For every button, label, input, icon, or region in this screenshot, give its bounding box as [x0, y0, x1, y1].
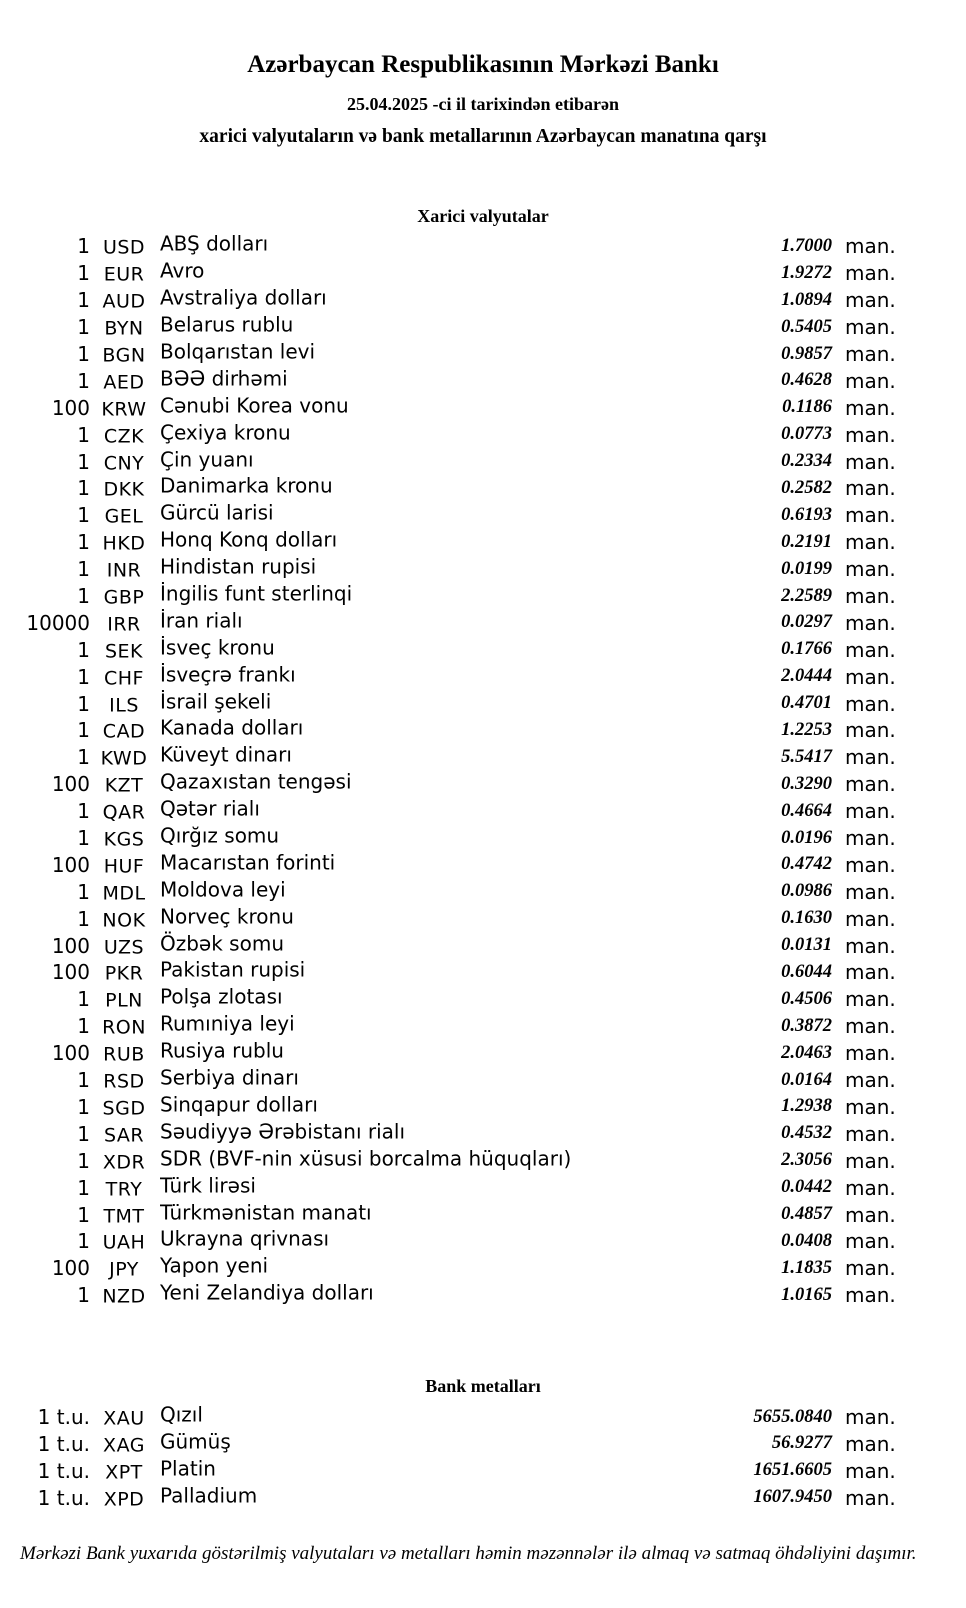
- unit-label-cell: man.: [845, 449, 896, 474]
- currency-name-cell: Palladium: [160, 1483, 258, 1508]
- unit-label-cell: man.: [845, 610, 896, 635]
- table-row: [0, 771, 966, 798]
- currency-code-cell: CHF: [104, 667, 144, 690]
- table-row: [0, 1282, 966, 1309]
- rate-value-cell: 1.1835: [781, 1257, 832, 1278]
- unit-label-cell: man.: [845, 503, 896, 528]
- quantity-cell: 100: [51, 933, 90, 958]
- currency-code-cell: GEL: [104, 505, 144, 528]
- rate-value-cell: 0.3872: [781, 1015, 832, 1036]
- quantity-cell: 1: [77, 1148, 90, 1173]
- quantity-cell: 1: [77, 1175, 90, 1200]
- currency-name-cell: Polşa zlotası: [160, 984, 283, 1009]
- rate-value-cell: 5655.0840: [753, 1406, 832, 1427]
- currency-name-cell: Özbək somu: [160, 931, 284, 956]
- table-row: [0, 609, 966, 636]
- currency-code-cell: NOK: [102, 909, 146, 932]
- currency-name-cell: İsveç kronu: [160, 635, 275, 660]
- rate-value-cell: 2.3056: [781, 1150, 832, 1171]
- rate-value-cell: 0.1630: [781, 908, 832, 929]
- unit-label-cell: man.: [845, 234, 896, 259]
- unit-label-cell: man.: [845, 1175, 896, 1200]
- unit-label-cell: man.: [845, 933, 896, 958]
- currency-code-cell: ILS: [109, 694, 139, 717]
- quantity-cell: 1: [77, 1202, 90, 1227]
- currency-name-cell: İngilis funt sterlinqi: [160, 581, 353, 606]
- currency-code-cell: BYN: [104, 317, 144, 340]
- currency-name-cell: Bolqarıstan levi: [160, 339, 316, 364]
- currency-code-cell: USD: [102, 236, 146, 259]
- quantity-cell: 1: [77, 288, 90, 313]
- table-row: [0, 959, 966, 986]
- currency-code-cell: CNY: [103, 452, 145, 475]
- table-row: [0, 717, 966, 744]
- currency-code-cell: QAR: [102, 801, 146, 824]
- currency-name-cell: Honq Konq dolları: [160, 527, 338, 552]
- currency-code-cell: SEK: [104, 640, 144, 663]
- table-row: [0, 394, 966, 421]
- rate-value-cell: 0.6193: [781, 504, 832, 525]
- quantity-cell: 1 t.u.: [37, 1485, 90, 1510]
- quantity-cell: 1: [77, 315, 90, 340]
- rate-value-cell: 0.0986: [781, 881, 832, 902]
- table-row: [0, 233, 966, 260]
- metals-section-title: Bank metalları: [425, 1375, 541, 1396]
- unit-label-cell: man.: [845, 1014, 896, 1039]
- unit-label-cell: man.: [845, 476, 896, 501]
- currency-code-cell: DKK: [103, 478, 145, 501]
- currency-code-cell: SGD: [102, 1097, 146, 1120]
- rate-value-cell: 0.4857: [781, 1204, 832, 1224]
- unit-label-cell: man.: [845, 906, 896, 931]
- currency-code-cell: TMT: [103, 1205, 145, 1227]
- unit-label-cell: man.: [845, 691, 896, 716]
- quantity-cell: 1: [77, 503, 90, 528]
- currency-name-cell: Cənubi Korea vonu: [160, 393, 349, 418]
- quantity-cell: 1: [77, 987, 90, 1012]
- table-row: [0, 878, 966, 905]
- currency-name-cell: Danimarka kronu: [160, 473, 333, 498]
- quantity-cell: 1: [77, 1121, 90, 1146]
- unit-label-cell: man.: [845, 826, 896, 851]
- currency-name-cell: Qazaxıstan tengəsi: [160, 769, 352, 794]
- document-header: [0, 0, 966, 149]
- currency-name-cell: Çin yuanı: [160, 447, 254, 472]
- quantity-cell: 100: [51, 852, 90, 877]
- rate-value-cell: 2.0444: [781, 666, 832, 687]
- rate-value-cell: 0.0408: [781, 1230, 832, 1251]
- rate-value-cell: 0.4664: [781, 800, 832, 821]
- currency-name-cell: İran rialı: [160, 608, 243, 633]
- currency-code-cell: KWD: [100, 747, 148, 770]
- rate-value-cell: 1.2938: [781, 1096, 832, 1117]
- quantity-cell: 1: [77, 261, 90, 286]
- unit-label-cell: man.: [845, 261, 896, 286]
- table-row: [0, 421, 966, 448]
- currency-name-cell: Macarıstan forinti: [160, 850, 336, 875]
- rate-value-cell: 0.2191: [781, 531, 832, 552]
- rate-value-cell: 0.0442: [781, 1177, 832, 1198]
- rate-value-cell: 0.4742: [781, 854, 832, 875]
- currency-code-cell: NZD: [102, 1285, 146, 1308]
- currency-code-cell: HUF: [103, 855, 145, 878]
- document-subtitle: xarici valyutaların və bank metallarının Azərbaycan manatına qarşı: [199, 126, 767, 147]
- currency-code-cell: RSD: [103, 1070, 145, 1093]
- quantity-cell: 1: [77, 530, 90, 555]
- rate-value-cell: 0.4532: [781, 1123, 832, 1144]
- currency-name-cell: Ukrayna qrivnası: [160, 1226, 330, 1251]
- rate-value-cell: 0.0131: [781, 935, 832, 956]
- currency-name-cell: Serbiya dinarı: [160, 1065, 299, 1090]
- table-row: [0, 475, 966, 502]
- currency-code-cell: EUR: [103, 263, 145, 286]
- currency-name-cell: İsrail şekeli: [160, 689, 272, 714]
- currencies-table: [0, 233, 966, 1309]
- quantity-cell: 100: [51, 1256, 90, 1281]
- currency-code-cell: AUD: [102, 290, 146, 313]
- currency-name-cell: Səudiyyə Ərəbistanı rialı: [160, 1119, 406, 1144]
- currency-name-cell: Türk lirəsi: [160, 1173, 256, 1198]
- rate-value-cell: 1.2253: [781, 719, 832, 740]
- currency-name-cell: Yeni Zelandiya dolları: [160, 1280, 374, 1305]
- currency-code-cell: UAH: [102, 1231, 146, 1254]
- table-row: [0, 986, 966, 1013]
- unit-label-cell: man.: [845, 1229, 896, 1254]
- rate-value-cell: 1651.6605: [753, 1460, 832, 1481]
- rate-value-cell: 0.0773: [781, 424, 832, 445]
- unit-label-cell: man.: [845, 1041, 896, 1066]
- table-row: [0, 1174, 966, 1201]
- rate-value-cell: 0.2582: [781, 477, 832, 498]
- table-row: [0, 798, 966, 825]
- unit-label-cell: man.: [845, 987, 896, 1012]
- unit-label-cell: man.: [845, 1202, 896, 1227]
- currency-name-cell: Belarus rublu: [160, 312, 294, 337]
- quantity-cell: 1 t.u.: [37, 1405, 90, 1430]
- currency-name-cell: Pakistan rupisi: [160, 957, 306, 982]
- unit-label-cell: man.: [845, 1094, 896, 1119]
- unit-label-cell: man.: [845, 395, 896, 420]
- table-row: [0, 287, 966, 314]
- quantity-cell: 100: [51, 395, 90, 420]
- unit-label-cell: man.: [845, 718, 896, 743]
- unit-label-cell: man.: [845, 1458, 896, 1483]
- unit-label-cell: man.: [845, 1068, 896, 1093]
- table-row: [0, 663, 966, 690]
- currency-code-cell: XPT: [105, 1461, 143, 1484]
- rate-value-cell: 0.0164: [781, 1069, 832, 1090]
- currency-code-cell: IRR: [107, 613, 141, 636]
- quantity-cell: 1: [77, 368, 90, 393]
- table-row: [0, 1457, 966, 1484]
- table-row: [0, 556, 966, 583]
- rate-value-cell: 0.0297: [781, 612, 832, 633]
- quantity-cell: 1: [77, 584, 90, 609]
- table-row: [0, 825, 966, 852]
- table-row: [0, 1120, 966, 1147]
- currency-code-cell: TRY: [105, 1178, 143, 1201]
- table-row: [0, 314, 966, 341]
- unit-label-cell: man.: [845, 368, 896, 393]
- rate-value-cell: 0.4701: [781, 693, 832, 714]
- currency-code-cell: JPY: [109, 1258, 139, 1281]
- unit-label-cell: man.: [845, 745, 896, 770]
- rate-value-cell: 1.0165: [781, 1284, 832, 1305]
- rate-value-cell: 0.9857: [781, 343, 832, 364]
- rate-value-cell: 0.6044: [781, 961, 832, 982]
- quantity-cell: 100: [51, 772, 90, 797]
- currency-code-cell: CAD: [102, 720, 146, 743]
- currency-name-cell: Qırğız somu: [160, 823, 280, 848]
- unit-label-cell: man.: [845, 1121, 896, 1146]
- quantity-cell: 1: [77, 1283, 90, 1308]
- rate-value-cell: 5.5417: [781, 746, 832, 767]
- rate-value-cell: 0.0196: [781, 827, 832, 848]
- quantity-cell: 1: [77, 745, 90, 770]
- currency-code-cell: SAR: [103, 1124, 145, 1147]
- currency-name-cell: Moldova leyi: [160, 877, 286, 902]
- unit-label-cell: man.: [845, 315, 896, 340]
- quantity-cell: 1 t.u.: [37, 1458, 90, 1483]
- unit-label-cell: man.: [845, 664, 896, 689]
- unit-label-cell: man.: [845, 557, 896, 582]
- currency-name-cell: Çexiya kronu: [160, 420, 291, 445]
- rate-value-cell: 0.0199: [781, 558, 832, 579]
- currency-name-cell: Rumıniya leyi: [160, 1011, 295, 1036]
- quantity-cell: 1: [77, 879, 90, 904]
- currency-name-cell: Qızıl: [160, 1402, 203, 1427]
- currency-code-cell: XDR: [102, 1151, 146, 1174]
- table-row: [0, 448, 966, 475]
- currency-name-cell: Rusiya rublu: [160, 1038, 284, 1063]
- currency-code-cell: XPD: [103, 1488, 145, 1511]
- currency-code-cell: BGN: [102, 344, 146, 367]
- currency-code-cell: RUB: [103, 1043, 145, 1066]
- quantity-cell: 1: [77, 1068, 90, 1093]
- table-row: [0, 1228, 966, 1255]
- unit-label-cell: man.: [845, 852, 896, 877]
- quantity-cell: 1: [77, 718, 90, 743]
- quantity-cell: 1: [77, 826, 90, 851]
- rate-value-cell: 0.1186: [782, 397, 832, 418]
- unit-label-cell: man.: [845, 1148, 896, 1173]
- unit-label-cell: man.: [845, 960, 896, 985]
- currency-name-cell: Küveyt dinarı: [160, 742, 292, 767]
- currency-name-cell: Norveç kronu: [160, 904, 294, 929]
- rate-value-cell: 1.0894: [781, 289, 832, 310]
- table-row: [0, 1067, 966, 1094]
- currency-name-cell: SDR (BVF-nin xüsusi borcalma hüquqları): [160, 1146, 572, 1171]
- quantity-cell: 1: [77, 342, 90, 366]
- currency-code-cell: CZK: [103, 425, 145, 448]
- currency-name-cell: İsveçrə frankı: [160, 662, 296, 687]
- currency-code-cell: HKD: [102, 532, 146, 555]
- currency-name-cell: Avstraliya dolları: [160, 285, 327, 310]
- quantity-cell: 1: [77, 637, 90, 662]
- unit-label-cell: man.: [845, 772, 896, 797]
- quantity-cell: 1: [77, 476, 90, 501]
- table-row: [0, 932, 966, 959]
- currency-code-cell: PLN: [105, 989, 143, 1012]
- quantity-cell: 1: [77, 557, 90, 582]
- unit-label-cell: man.: [845, 422, 896, 447]
- quantity-cell: 1: [77, 691, 90, 716]
- currency-code-cell: KRW: [101, 398, 147, 421]
- quantity-cell: 1: [77, 664, 90, 689]
- table-row: [0, 341, 966, 368]
- currency-code-cell: RON: [102, 1016, 146, 1039]
- quantity-cell: 1: [77, 449, 90, 474]
- metals-table: [0, 1404, 966, 1512]
- table-row: [0, 1147, 966, 1174]
- currency-name-cell: Avro: [160, 258, 205, 283]
- bank-title: Azərbaycan Respublikasının Mərkəzi Bankı: [247, 51, 719, 78]
- currency-code-cell: UZS: [103, 936, 145, 959]
- currency-code-cell: AED: [103, 371, 145, 394]
- unit-label-cell: man.: [845, 799, 896, 824]
- table-row: [0, 1094, 966, 1121]
- unit-label-cell: man.: [845, 1405, 896, 1430]
- currency-code-cell: PKR: [104, 962, 144, 985]
- rate-value-cell: 1607.9450: [753, 1487, 832, 1508]
- table-row: [0, 851, 966, 878]
- rate-value-cell: 0.2334: [781, 451, 832, 472]
- quantity-cell: 1: [77, 799, 90, 824]
- currency-name-cell: Türkmənistan manatı: [160, 1200, 372, 1224]
- rate-value-cell: 2.2589: [781, 585, 832, 606]
- table-row: [0, 529, 966, 556]
- currency-name-cell: Qətər rialı: [160, 796, 260, 821]
- rate-value-cell: 0.1766: [781, 639, 832, 660]
- unit-label-cell: man.: [845, 637, 896, 662]
- table-row: [0, 1404, 966, 1431]
- table-row: [0, 1255, 966, 1282]
- currency-code-cell: GBP: [103, 586, 145, 609]
- table-row: [0, 367, 966, 394]
- table-row: [0, 905, 966, 932]
- quantity-cell: 10000: [26, 610, 90, 635]
- disclaimer-note: Mərkəzi Bank yuxarıda göstərilmiş valyutaları və metalları həmin məzənnələr ilə almaq və satmaq öhdəliyini daşımır.: [20, 1543, 917, 1565]
- table-row: [0, 260, 966, 287]
- table-row: [0, 1201, 966, 1228]
- currency-name-cell: Gürcü larisi: [160, 500, 274, 525]
- table-row: [0, 1040, 966, 1067]
- quantity-cell: 1 t.u.: [37, 1431, 90, 1456]
- currency-name-cell: ABŞ dolları: [160, 231, 269, 256]
- unit-label-cell: man.: [845, 584, 896, 609]
- rate-value-cell: 0.4506: [781, 988, 832, 1009]
- quantity-cell: 1: [77, 1094, 90, 1119]
- rate-value-cell: 0.3290: [781, 773, 832, 794]
- rate-value-cell: 0.5405: [781, 316, 832, 337]
- currency-name-cell: BƏƏ dirhəmi: [160, 366, 288, 391]
- currency-code-cell: KZT: [104, 774, 144, 797]
- rate-value-cell: 1.7000: [781, 235, 832, 256]
- currency-name-cell: Hindistan rupisi: [160, 554, 317, 579]
- currency-name-cell: Sinqapur dolları: [160, 1092, 318, 1117]
- currencies-section-title: Xarici valyutalar: [417, 206, 549, 226]
- table-row: [0, 1431, 966, 1458]
- quantity-cell: 1: [77, 1229, 90, 1254]
- quantity-cell: 1: [77, 1014, 90, 1039]
- unit-label-cell: man.: [845, 1256, 896, 1281]
- quantity-cell: 100: [51, 1041, 90, 1066]
- unit-label-cell: man.: [845, 530, 896, 555]
- currency-name-cell: Yapon yeni: [160, 1253, 269, 1278]
- unit-label-cell: man.: [845, 879, 896, 904]
- quantity-cell: 1: [77, 234, 90, 259]
- currency-code-cell: INR: [106, 559, 142, 582]
- table-row: [0, 744, 966, 771]
- unit-label-cell: man.: [845, 1283, 896, 1308]
- currency-name-cell: Gümüş: [160, 1429, 231, 1454]
- quantity-cell: 1: [77, 906, 90, 931]
- table-row: [0, 690, 966, 717]
- currency-name-cell: Platin: [160, 1456, 216, 1481]
- table-row: [0, 1013, 966, 1040]
- unit-label-cell: man.: [845, 1431, 896, 1456]
- effective-date: 25.04.2025 -ci il tarixindən etibarən: [347, 94, 619, 114]
- quantity-cell: 100: [51, 960, 90, 985]
- unit-label-cell: man.: [845, 1485, 896, 1510]
- unit-label-cell: man.: [845, 342, 896, 366]
- currency-code-cell: KGS: [103, 828, 145, 851]
- table-row: [0, 583, 966, 610]
- table-row: [0, 502, 966, 529]
- rate-value-cell: 2.0463: [781, 1042, 832, 1063]
- quantity-cell: 1: [77, 422, 90, 447]
- unit-label-cell: man.: [845, 288, 896, 313]
- currency-code-cell: XAU: [103, 1407, 145, 1430]
- rate-value-cell: 56.9277: [771, 1433, 832, 1454]
- rate-value-cell: 0.4628: [781, 370, 832, 391]
- table-row: [0, 636, 966, 663]
- rate-value-cell: 1.9272: [781, 262, 832, 283]
- currency-name-cell: Kanada dolları: [160, 715, 304, 740]
- table-row: [0, 1484, 966, 1511]
- currency-code-cell: XAG: [103, 1434, 145, 1457]
- currency-code-cell: MDL: [102, 882, 146, 905]
